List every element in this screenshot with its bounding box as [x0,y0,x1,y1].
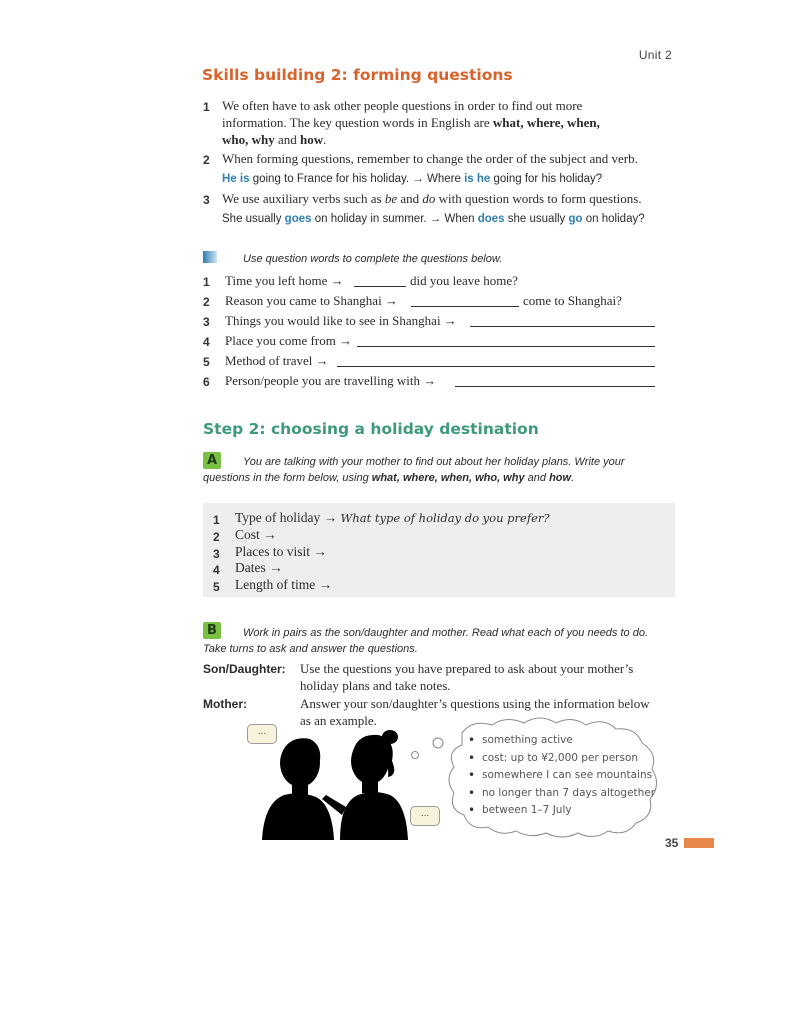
point3-example: She usually goes on holiday in summer. → When does she usually go on holiday? [222,213,645,225]
exercise-suffix: come to Shanghai? [523,293,622,308]
form-example-answer[interactable]: What type of holiday do you prefer? [340,511,550,525]
point-number: 1 [203,100,210,114]
exercise-number: 5 [203,355,210,369]
exercise-prompt: Reason you came to Shanghai → [225,293,398,308]
person-silhouette-icon [262,738,334,840]
exercise-number: 3 [203,315,210,329]
point-number: 2 [203,153,210,167]
point1-line2: information. The key question words in English are what, where, when, [222,115,600,130]
role-line: holiday plans and take notes. [300,678,451,693]
point1-line1: We often have to ask other people questions in order to find out more [222,98,583,113]
exercise-number: 2 [203,295,210,309]
skills-title: Skills building 2: forming questions [202,66,513,84]
exercise-suffix: did you leave home? [410,273,518,288]
activity-b-badge: B [203,622,221,639]
exercise-number: 1 [203,275,210,289]
step-title: Step 2: choosing a holiday destination [203,420,539,438]
list-item: • no longer than 7 days altogether [468,785,655,803]
role-label: Mother: [203,697,247,711]
exercise-prompt: Person/people you are travelling with → [225,373,437,388]
page-number: 35 [665,836,679,850]
holiday-info-list [468,732,655,820]
form-label: Dates → [235,560,283,575]
activity-a-badge: A [203,452,221,469]
activity-a-line2: questions in the form below, using what, where, when, who, why and how. [203,472,575,484]
speech-bubble: ... [410,806,440,826]
role-line: as an example. [300,713,377,728]
form-number: 1 [213,513,220,527]
activity-a-line1: You are talking with your mother to find out about her holiday plans. Write your [243,456,625,468]
answer-blank[interactable] [411,306,519,307]
exercise-marker [203,251,217,263]
point1-line3: who, why and how. [222,132,327,147]
point3-line1: We use auxiliary verbs such as be and do with question words to form questions. [222,191,642,206]
point2-line1: When forming questions, remember to change the order of the subject and verb. [222,151,638,166]
role-label: Son/Daughter: [203,662,286,676]
exercise-number: 4 [203,335,210,349]
answer-blank[interactable] [357,346,655,347]
activity-b-line2: Take turns to ask and answer the questions. [203,643,418,655]
answer-blank[interactable] [455,386,655,387]
point-number: 3 [203,193,210,207]
answer-blank[interactable] [470,326,655,327]
thought-dot-icon [433,738,443,748]
page-accent-bar [684,838,714,848]
unit-label: Unit 2 [638,48,672,62]
exercise-number: 6 [203,375,210,389]
list-item: • somewhere I can see mountains [468,767,655,785]
exercise-prompt: Time you left home → [225,273,344,288]
speech-bubble: ... [247,724,277,744]
form-number: 4 [213,563,220,577]
form-number: 5 [213,580,220,594]
form-label: Cost → [235,527,277,542]
list-item: • cost: up to ¥2,000 per person [468,750,655,768]
form-label: Type of holiday → What type of holiday do you prefer? [235,510,550,525]
question-form [203,503,675,597]
answer-blank[interactable] [337,366,655,367]
person-silhouette-icon [322,730,408,840]
form-label: Length of time → [235,577,333,592]
point2-example: He is going to France for his holiday. → Where is he going for his holiday? [222,173,603,185]
form-label: Places to visit → [235,544,327,559]
list-item: • something active [468,732,655,750]
exercise-instruction: Use question words to complete the questions below. [243,253,503,265]
thought-dot-icon [412,752,419,759]
role-line: Answer your son/daughter’s questions using the information below [300,696,650,711]
list-item: • between 1–7 July [468,802,655,820]
exercise-prompt: Place you come from → [225,333,353,348]
exercise-prompt: Things you would like to see in Shanghai → [225,313,457,328]
form-number: 2 [213,530,220,544]
role-line: Use the questions you have prepared to ask about your mother’s [300,661,634,676]
answer-blank[interactable] [354,286,406,287]
exercise-prompt: Method of travel → [225,353,329,368]
form-number: 3 [213,547,220,561]
activity-b-line1: Work in pairs as the son/daughter and mother. Read what each of you needs to do. [243,627,649,639]
